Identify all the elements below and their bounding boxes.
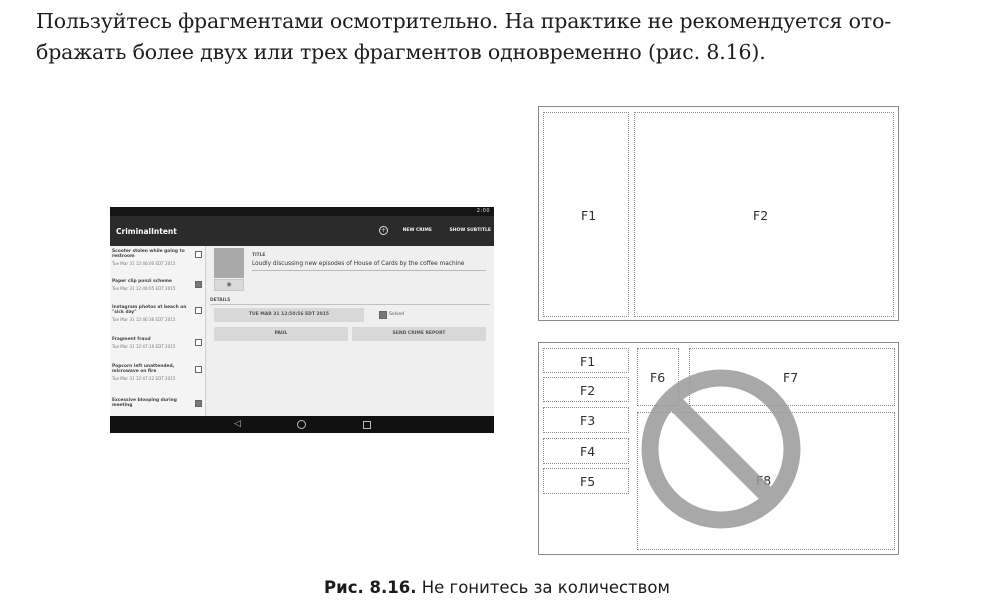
crime-title-field[interactable]: Loudly discussing new episodes of House of Cards by the coffee machine (252, 261, 465, 267)
crime-title: Scooter stolen while going to restroom (112, 249, 185, 259)
fragment-f6 (637, 348, 679, 406)
fragment-label: F3 (580, 413, 596, 428)
app-title: CriminalIntent (116, 227, 177, 236)
navigation-bar (110, 416, 494, 433)
fragment-label: F8 (756, 473, 772, 488)
fragment-label: F7 (783, 370, 799, 385)
recents-icon[interactable] (363, 421, 371, 429)
crime-photo (214, 248, 244, 278)
solved-checkbox[interactable] (195, 251, 202, 258)
fragment-label: F1 (580, 354, 596, 369)
status-bar (110, 207, 494, 216)
title-label: TITLE (252, 253, 266, 258)
fragment-f2 (634, 112, 894, 317)
solved-checkbox[interactable] (195, 400, 202, 407)
fragment-f3 (543, 407, 629, 433)
solved-checkbox[interactable] (195, 366, 202, 373)
crime-title: Excessive blooping during meeting (112, 398, 177, 408)
many-fragment-layout (538, 342, 899, 555)
send-report-button[interactable]: SEND CRIME REPORT (352, 327, 486, 341)
solved-label: Solved (389, 312, 405, 317)
crime-title: Fragment fraud (112, 337, 151, 342)
list-item[interactable] (112, 249, 204, 266)
list-item[interactable] (112, 398, 204, 408)
list-item[interactable] (112, 364, 204, 381)
paragraph-line-1: Пользуйтесь фрагментами осмотрительно. На практике не рекомендуется ото- (36, 9, 892, 33)
crime-date: Tue Mar 31 12:46:36 EDT 2015 (112, 317, 176, 322)
crime-detail (206, 246, 494, 416)
fragment-f1 (543, 348, 629, 373)
fragment-f4 (543, 438, 629, 464)
new-crime-action[interactable]: NEW CRIME (402, 228, 432, 233)
fragment-label: F1 (581, 208, 597, 223)
details-label: DETAILS (210, 298, 231, 303)
figure-caption (0, 578, 994, 597)
two-fragment-layout (538, 106, 899, 321)
add-icon[interactable]: + (380, 227, 387, 234)
home-icon[interactable] (297, 420, 306, 429)
fragment-label: F2 (753, 208, 769, 223)
crime-date: Tue Mar 31 12:46:05 EDT 2015 (112, 286, 176, 291)
solved-checkbox[interactable] (195, 281, 202, 288)
list-item[interactable] (112, 337, 204, 349)
fragment-label: F2 (580, 383, 596, 398)
solved-checkbox[interactable] (195, 339, 202, 346)
list-item[interactable] (112, 279, 204, 291)
solved-checkbox[interactable] (195, 307, 202, 314)
fragment-label: F6 (650, 370, 666, 385)
solved-checkbox[interactable] (379, 311, 387, 319)
fragment-f8 (637, 412, 895, 550)
title-underline (252, 270, 486, 271)
caption-text: Не гонитесь за количеством (421, 578, 670, 597)
camera-button[interactable] (214, 279, 244, 291)
crime-title: Paper clip ponzi scheme (112, 279, 172, 284)
date-button[interactable]: TUE MAR 31 12:50:56 EDT 2015 (214, 308, 364, 322)
caption-label: Рис. 8.16. (324, 578, 417, 597)
crime-date: Tue Mar 31 12:47:22 EDT 2015 (112, 376, 176, 381)
fragment-label: F4 (580, 444, 596, 459)
camera-icon: ◉ (226, 281, 232, 288)
details-divider (210, 304, 490, 305)
paragraph-line-2: бражать более двух или трех фрагментов одновременно (рис. 8.16). (36, 40, 766, 64)
suspect-button[interactable]: PAUL (214, 327, 348, 341)
fragment-f1 (543, 112, 629, 317)
list-item[interactable] (112, 305, 204, 322)
crime-date: Tue Mar 31 12:47:16 EDT 2015 (112, 344, 176, 349)
crime-list (110, 246, 206, 416)
crime-title: Instagram photos at beach on "sick day" (112, 305, 187, 315)
crime-date: Tue Mar 31 12:46:00 EDT 2015 (112, 261, 176, 266)
app-bar (110, 216, 494, 246)
show-subtitle-action[interactable]: SHOW SUBTITLE (449, 228, 491, 233)
crime-title: Popcorn left unattended, microwave on fire (112, 364, 175, 374)
fragment-f5 (543, 468, 629, 494)
status-time: 2:00 (476, 208, 490, 214)
body-paragraph (36, 6, 966, 68)
fragment-f7 (689, 348, 895, 406)
fragment-label: F5 (580, 474, 596, 489)
fragment-f2 (543, 377, 629, 402)
back-icon[interactable]: ◁ (234, 419, 241, 429)
tablet-screenshot (110, 207, 494, 433)
